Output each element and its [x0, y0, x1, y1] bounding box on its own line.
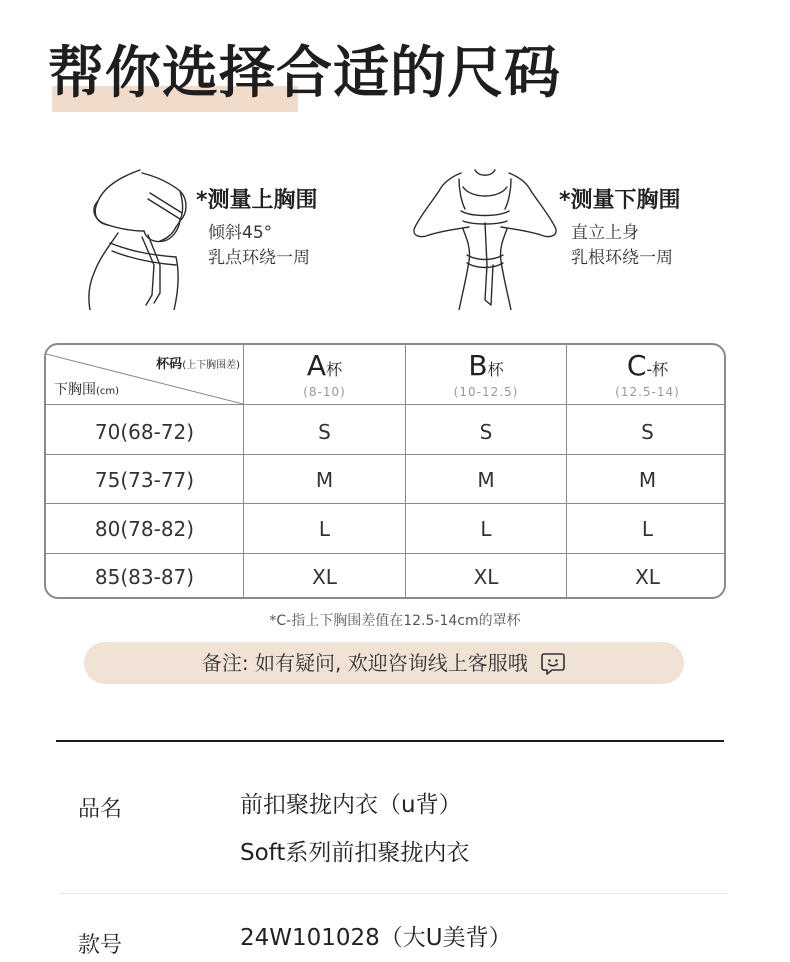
table-hline	[46, 553, 724, 554]
measure-under-heading: *测量下胸围	[559, 188, 681, 213]
cup-header-b: B杯 (10-12.5)	[453, 349, 519, 399]
measure-under-bust	[405, 165, 735, 310]
measure-under-line1: 直立上身	[571, 223, 639, 243]
table-hline	[46, 503, 724, 504]
table-hline	[46, 454, 724, 455]
size-table	[44, 343, 726, 599]
size-cell: S	[479, 420, 493, 444]
product-name-line2: Soft系列前扣聚拢内衣	[240, 840, 470, 866]
band-75: 75(73-77)	[94, 468, 195, 492]
size-cell: XL	[473, 565, 499, 589]
customer-service-note[interactable]	[84, 642, 684, 684]
under-bust-measure-illustration	[405, 165, 565, 310]
size-cell: M	[315, 468, 334, 492]
table-footnote: *C-指上下胸围差值在12.5-14cm的罩杯	[269, 613, 521, 629]
corner-band-label: 下胸围(cm)	[54, 382, 120, 398]
page-title: 帮你选择合适的尺码	[48, 41, 561, 106]
size-cell: XL	[312, 565, 337, 589]
measure-upper-line1: 倾斜45°	[208, 223, 273, 243]
measure-upper-line2: 乳点环绕一周	[208, 248, 310, 268]
row-divider	[60, 893, 728, 894]
band-80: 80(78-82)	[94, 517, 195, 541]
band-85: 85(83-87)	[94, 565, 195, 589]
measure-under-line2: 乳根环绕一周	[571, 248, 673, 268]
note-text: 备注: 如有疑问, 欢迎咨询线上客服哦	[201, 651, 528, 675]
corner-cup-label: 杯码(上下胸围差)	[156, 357, 240, 372]
cup-header-a: A杯 (8-10)	[303, 349, 346, 399]
product-name-label: 品名	[78, 797, 123, 822]
measure-upper-bust	[80, 165, 370, 310]
size-cell: L	[480, 517, 492, 541]
upper-bust-measure-illustration	[80, 165, 195, 310]
title-block	[48, 34, 561, 114]
section-divider	[56, 740, 724, 742]
band-70: 70(68-72)	[94, 420, 195, 444]
model-number-value: 24W101028（大U美背）	[240, 925, 512, 951]
size-cell: M	[638, 468, 657, 492]
cup-header-c: C-杯 (12.5-14)	[615, 349, 680, 399]
size-cell: S	[318, 420, 331, 444]
size-cell: XL	[635, 565, 660, 589]
measure-upper-heading: *测量上胸围	[196, 188, 318, 213]
size-cell: S	[641, 420, 654, 444]
size-cell: M	[477, 468, 495, 492]
model-number-label: 款号	[78, 933, 123, 958]
chat-smile-icon	[540, 650, 566, 676]
product-name-line1: 前扣聚拢内衣（u背）	[240, 792, 462, 818]
size-cell: L	[641, 517, 654, 541]
size-cell: L	[318, 517, 331, 541]
